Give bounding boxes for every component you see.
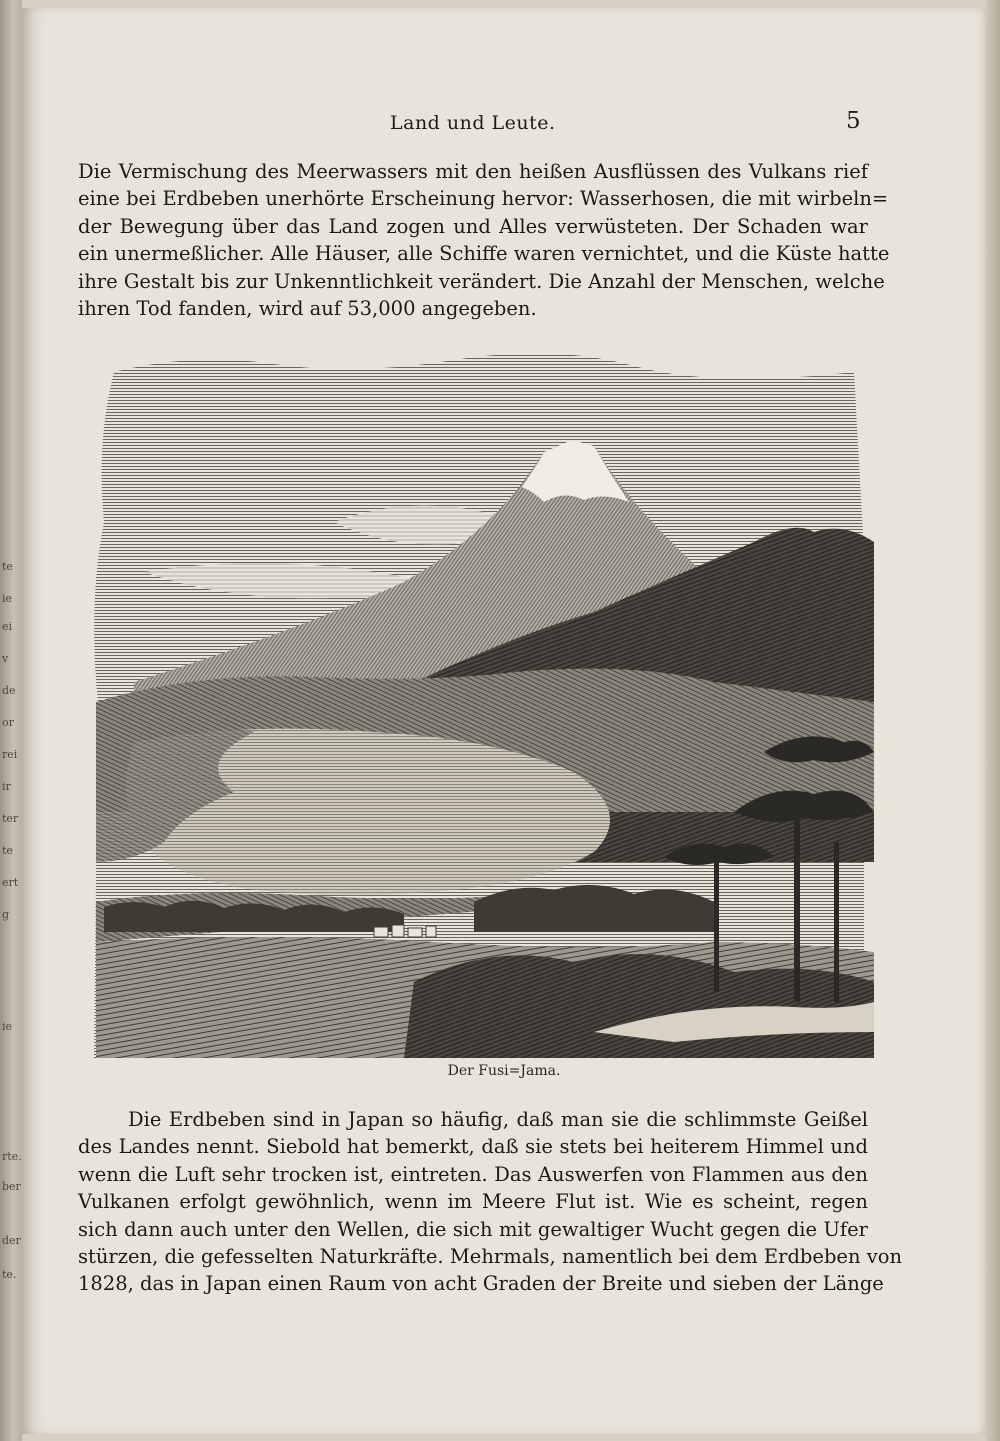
text-line: sich dann auch unter den Wellen, die sich mit gewaltiger Wucht gegen die Ufer bbox=[78, 1217, 868, 1241]
left-page-fragment: or bbox=[2, 716, 14, 729]
left-page-fragment: rei bbox=[2, 748, 18, 761]
engraving-mount-fuji bbox=[74, 342, 874, 1058]
text-line: wenn die Luft sehr trocken ist, eintreten. Das Auswerfen von Flammen aus den bbox=[78, 1162, 868, 1186]
text-line: stürzen, die gefesselten Naturkräfte. Mehrmals, namentlich bei dem Erdbeben von bbox=[78, 1245, 903, 1269]
left-page-fragment: ert bbox=[2, 876, 19, 889]
left-page-fragment: ie bbox=[2, 592, 13, 605]
text-line: ihre Gestalt bis zur Unkenntlichkeit verändert. Die Anzahl der Menschen, welche bbox=[78, 269, 885, 293]
left-page-edge bbox=[0, 0, 22, 1441]
paragraph-1 bbox=[78, 158, 890, 322]
right-page-edge bbox=[986, 0, 1000, 1441]
left-page-fragment: te bbox=[2, 844, 13, 857]
left-page-fragment: ie bbox=[2, 1020, 13, 1033]
left-page-fragment: te bbox=[2, 560, 13, 573]
left-page-fragment: ei bbox=[2, 620, 13, 633]
text-line: der Bewegung über das Land zogen und Alles verwüsteten. Der Schaden war bbox=[78, 214, 868, 238]
left-page-fragment: de bbox=[2, 684, 16, 697]
left-page-fragment: g bbox=[2, 908, 10, 921]
text-line: eine bei Erdbeben unerhörte Erscheinung hervor: Wasserhosen, die mit wirbeln= bbox=[78, 187, 889, 211]
left-page-fragment: ber bbox=[2, 1180, 21, 1193]
paragraph-2 bbox=[78, 1106, 903, 1298]
book-page bbox=[22, 8, 986, 1434]
running-title: Land und Leute. bbox=[390, 112, 556, 134]
text-line: ein unermeßlicher. Alle Häuser, alle Schiffe waren vernichtet, und die Küste hatte bbox=[78, 242, 890, 266]
text-line: Die Vermischung des Meerwassers mit den heißen Ausflüssen des Vulkans rief bbox=[78, 160, 868, 183]
running-head bbox=[22, 106, 986, 136]
figure-caption: Der Fusi=Jama. bbox=[447, 1063, 561, 1079]
left-page-fragment: rte. bbox=[2, 1150, 22, 1163]
text-line: Die Erdbeben sind in Japan so häufig, daß man sie die schlimmste Geißel bbox=[128, 1108, 868, 1131]
left-page-fragment: ir bbox=[2, 780, 11, 793]
text-line: ihren Tod fanden, wird auf 53,000 angegeben. bbox=[78, 297, 537, 321]
text-line: des Landes nennt. Siebold hat bemerkt, daß sie stets bei heiterem Himmel und bbox=[78, 1135, 868, 1159]
page-number: 5 bbox=[846, 108, 861, 134]
left-page-fragment: v bbox=[2, 652, 9, 665]
left-page-fragment: te. bbox=[2, 1268, 17, 1281]
text-line: Vulkanen erfolgt gewöhnlich, wenn im Meere Flut ist. Wie es scheint, regen bbox=[78, 1190, 868, 1214]
left-page-fragment: ter bbox=[2, 812, 19, 825]
text-line: 1828, das in Japan einen Raum von acht Graden der Breite und sieben der Länge bbox=[78, 1272, 884, 1296]
left-page-fragment: der bbox=[2, 1234, 21, 1247]
